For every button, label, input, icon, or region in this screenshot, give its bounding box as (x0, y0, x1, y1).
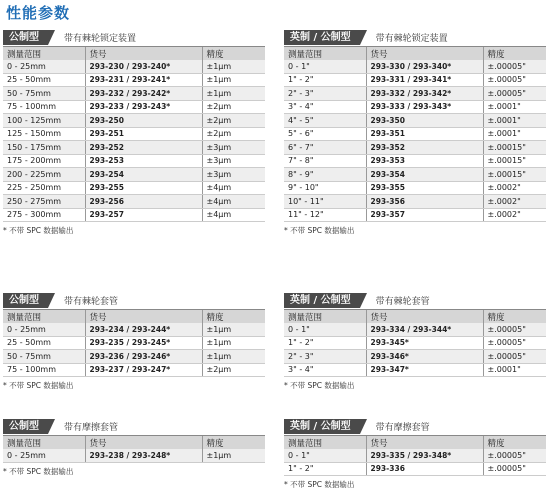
spec-table (3, 309, 265, 377)
table-row (3, 323, 265, 336)
table-row (3, 208, 265, 222)
table-row (284, 154, 546, 168)
table-row (284, 363, 546, 377)
column-header-accuracy: 精度 (202, 436, 265, 450)
range-cell: 3" - 4" (284, 363, 366, 377)
column-header-range: 测量范围 (3, 436, 85, 450)
range-cell: 0 - 1" (284, 449, 366, 462)
range-cell: 75 - 100mm (3, 363, 85, 377)
section-subtitle: 带有棘轮锁定装置 (64, 34, 137, 44)
part-number-cell: 293-352 (366, 141, 483, 155)
part-number-cell: 293-330 / 293-340* (366, 60, 483, 73)
page-title: 性能参数 (6, 4, 71, 22)
table-header-row (3, 47, 265, 61)
section-subtitle: 带有摩擦套管 (64, 423, 119, 433)
section-header (3, 293, 265, 308)
range-cell: 50 - 75mm (3, 87, 85, 101)
range-cell: 5" - 6" (284, 127, 366, 141)
accuracy-cell: ±.00005" (483, 336, 546, 350)
accuracy-cell: ±1μm (202, 449, 265, 462)
part-number-cell: 293-238 / 293-248* (85, 449, 202, 462)
range-cell: 0 - 25mm (3, 449, 85, 462)
accuracy-cell: ±1μm (202, 323, 265, 336)
column-header-part-number: 货号 (85, 47, 202, 61)
range-cell: 25 - 50mm (3, 73, 85, 87)
part-number-cell: 293-251 (85, 127, 202, 141)
part-number-cell: 293-250 (85, 114, 202, 128)
accuracy-cell: ±4μm (202, 181, 265, 195)
range-cell: 3" - 4" (284, 100, 366, 114)
column-header-accuracy: 精度 (483, 47, 546, 61)
range-cell: 75 - 100mm (3, 100, 85, 114)
spec-table (3, 435, 265, 463)
accuracy-cell: ±.00005" (483, 462, 546, 476)
table-row (284, 195, 546, 209)
section-header (3, 30, 265, 45)
footnote: * 不带 SPC 数据输出 (284, 226, 355, 235)
range-cell: 2" - 3" (284, 350, 366, 364)
accuracy-cell: ±.0001" (483, 114, 546, 128)
accuracy-cell: ±.00005" (483, 323, 546, 336)
spec-table (284, 46, 546, 222)
accuracy-cell: ±.00015" (483, 154, 546, 168)
accuracy-cell: ±1μm (202, 60, 265, 73)
range-cell: 150 - 175mm (3, 141, 85, 155)
accuracy-cell: ±1μm (202, 336, 265, 350)
column-header-part-number: 货号 (85, 310, 202, 324)
section-tag: 英制 / 公制型 (284, 293, 360, 308)
table-row (3, 168, 265, 182)
section-header (284, 419, 546, 434)
part-number-cell: 293-234 / 293-244* (85, 323, 202, 336)
part-number-cell: 293-334 / 293-344* (366, 323, 483, 336)
part-number-cell: 293-235 / 293-245* (85, 336, 202, 350)
section-tag: 英制 / 公制型 (284, 30, 360, 45)
section-header (284, 293, 546, 308)
section-subtitle: 带有棘轮锁定装置 (375, 34, 448, 44)
accuracy-cell: ±2μm (202, 100, 265, 114)
column-header-range: 测量范围 (3, 310, 85, 324)
column-header-part-number: 货号 (366, 436, 483, 450)
table-row (284, 323, 546, 336)
range-cell: 200 - 225mm (3, 168, 85, 182)
accuracy-cell: ±.0002" (483, 181, 546, 195)
range-cell: 0 - 1" (284, 60, 366, 73)
range-cell: 175 - 200mm (3, 154, 85, 168)
part-number-cell: 293-331 / 293-341* (366, 73, 483, 87)
table-row (284, 181, 546, 195)
table-row (3, 60, 265, 73)
table-row (3, 195, 265, 209)
accuracy-cell: ±3μm (202, 154, 265, 168)
range-cell: 7" - 8" (284, 154, 366, 168)
range-cell: 125 - 150mm (3, 127, 85, 141)
table-row (284, 127, 546, 141)
table-row (284, 87, 546, 101)
accuracy-cell: ±1μm (202, 87, 265, 101)
column-header-range: 测量范围 (284, 310, 366, 324)
section-subtitle: 带有摩擦套管 (375, 423, 430, 433)
column-header-range: 测量范围 (284, 47, 366, 61)
accuracy-cell: ±2μm (202, 127, 265, 141)
inch-ratchet-thimble-section (284, 293, 546, 391)
part-number-cell: 293-350 (366, 114, 483, 128)
accuracy-cell: ±.00015" (483, 141, 546, 155)
range-cell: 0 - 25mm (3, 60, 85, 73)
column-header-accuracy: 精度 (483, 436, 546, 450)
table-row (284, 100, 546, 114)
part-number-cell: 293-332 / 293-342* (366, 87, 483, 101)
column-header-range: 测量范围 (284, 436, 366, 450)
footnote: * 不带 SPC 数据输出 (284, 381, 355, 390)
section-tag: 公制型 (3, 30, 48, 45)
table-row (284, 73, 546, 87)
range-cell: 1" - 2" (284, 73, 366, 87)
inch-ratchet-lock-section (284, 30, 546, 236)
accuracy-cell: ±.00015" (483, 168, 546, 182)
part-number-cell: 293-355 (366, 181, 483, 195)
accuracy-cell: ±.0001" (483, 363, 546, 377)
part-number-cell: 293-346* (366, 350, 483, 364)
accuracy-cell: ±.0002" (483, 195, 546, 209)
table-row (284, 208, 546, 222)
section-tag: 公制型 (3, 419, 48, 434)
accuracy-cell: ±2μm (202, 363, 265, 377)
table-row (284, 60, 546, 73)
section-header (284, 30, 546, 45)
metric-friction-thimble-section (3, 419, 265, 477)
part-number-cell: 293-233 / 293-243* (85, 100, 202, 114)
table-row (3, 87, 265, 101)
part-number-cell: 293-237 / 293-247* (85, 363, 202, 377)
range-cell: 1" - 2" (284, 462, 366, 476)
accuracy-cell: ±.0002" (483, 208, 546, 222)
part-number-cell: 293-230 / 293-240* (85, 60, 202, 73)
part-number-cell: 293-356 (366, 195, 483, 209)
section-subtitle: 带有棘轮套管 (375, 297, 430, 307)
range-cell: 9" - 10" (284, 181, 366, 195)
footnote: * 不带 SPC 数据输出 (3, 226, 74, 235)
accuracy-cell: ±.00005" (483, 87, 546, 101)
accuracy-cell: ±.00005" (483, 449, 546, 462)
part-number-cell: 293-336 (366, 462, 483, 476)
part-number-cell: 293-257 (85, 208, 202, 222)
table-row (3, 154, 265, 168)
table-header-row (284, 47, 546, 61)
footnote: * 不带 SPC 数据输出 (3, 466, 74, 476)
accuracy-cell: ±4μm (202, 195, 265, 209)
section-subtitle: 带有棘轮套管 (64, 297, 119, 307)
accuracy-cell: ±3μm (202, 141, 265, 155)
table-header-row (284, 310, 546, 324)
section-tag: 公制型 (3, 293, 48, 308)
table-row (284, 336, 546, 350)
column-header-part-number: 货号 (366, 310, 483, 324)
accuracy-cell: ±.0001" (483, 127, 546, 141)
table-row (3, 363, 265, 377)
table-row (284, 141, 546, 155)
range-cell: 6" - 7" (284, 141, 366, 155)
part-number-cell: 293-347* (366, 363, 483, 377)
accuracy-cell: ±.00005" (483, 350, 546, 364)
part-number-cell: 293-253 (85, 154, 202, 168)
part-number-cell: 293-252 (85, 141, 202, 155)
part-number-cell: 293-351 (366, 127, 483, 141)
range-cell: 1" - 2" (284, 336, 366, 350)
range-cell: 10" - 11" (284, 195, 366, 209)
column-header-accuracy: 精度 (202, 47, 265, 61)
accuracy-cell: ±.0001" (483, 100, 546, 114)
table-row (3, 449, 265, 462)
part-number-cell: 293-354 (366, 168, 483, 182)
part-number-cell: 293-231 / 293-241* (85, 73, 202, 87)
part-number-cell: 293-345* (366, 336, 483, 350)
range-cell: 100 - 125mm (3, 114, 85, 128)
accuracy-cell: ±.00005" (483, 73, 546, 87)
part-number-cell: 293-353 (366, 154, 483, 168)
table-row (284, 350, 546, 364)
table-header-row (3, 436, 265, 450)
table-row (3, 127, 265, 141)
section-header (3, 419, 265, 434)
table-header-row (284, 436, 546, 450)
part-number-cell: 293-232 / 293-242* (85, 87, 202, 101)
inch-friction-thimble-section (284, 419, 546, 490)
accuracy-cell: ±3μm (202, 168, 265, 182)
range-cell: 275 - 300mm (3, 208, 85, 222)
metric-ratchet-thimble-section (3, 293, 265, 391)
table-row (3, 100, 265, 114)
part-number-cell: 293-357 (366, 208, 483, 222)
accuracy-cell: ±2μm (202, 114, 265, 128)
range-cell: 50 - 75mm (3, 350, 85, 364)
range-cell: 250 - 275mm (3, 195, 85, 209)
range-cell: 0 - 25mm (3, 323, 85, 336)
column-header-range: 测量范围 (3, 47, 85, 61)
column-header-accuracy: 精度 (483, 310, 546, 324)
table-header-row (3, 310, 265, 324)
range-cell: 4" - 5" (284, 114, 366, 128)
metric-ratchet-lock-section (3, 30, 265, 236)
spec-table (3, 46, 265, 222)
table-row (3, 73, 265, 87)
column-header-part-number: 货号 (366, 47, 483, 61)
spec-table (284, 435, 546, 476)
part-number-cell: 293-335 / 293-348* (366, 449, 483, 462)
accuracy-cell: ±1μm (202, 73, 265, 87)
table-row (3, 350, 265, 364)
range-cell: 25 - 50mm (3, 336, 85, 350)
part-number-cell: 293-255 (85, 181, 202, 195)
footnote: * 不带 SPC 数据输出 (284, 480, 355, 489)
range-cell: 225 - 250mm (3, 181, 85, 195)
spec-table (284, 309, 546, 377)
column-header-part-number: 货号 (85, 436, 202, 450)
table-row (3, 181, 265, 195)
table-row (3, 114, 265, 128)
table-row (284, 168, 546, 182)
table-row (284, 114, 546, 128)
accuracy-cell: ±1μm (202, 350, 265, 364)
accuracy-cell: ±.00005" (483, 60, 546, 73)
range-cell: 8" - 9" (284, 168, 366, 182)
table-row (284, 462, 546, 476)
range-cell: 0 - 1" (284, 323, 366, 336)
part-number-cell: 293-254 (85, 168, 202, 182)
table-row (284, 449, 546, 462)
footnote: * 不带 SPC 数据输出 (3, 381, 74, 390)
range-cell: 2" - 3" (284, 87, 366, 101)
table-row (3, 336, 265, 350)
section-tag: 英制 / 公制型 (284, 419, 360, 434)
range-cell: 11" - 12" (284, 208, 366, 222)
part-number-cell: 293-333 / 293-343* (366, 100, 483, 114)
table-row (3, 141, 265, 155)
accuracy-cell: ±4μm (202, 208, 265, 222)
part-number-cell: 293-256 (85, 195, 202, 209)
column-header-accuracy: 精度 (202, 310, 265, 324)
part-number-cell: 293-236 / 293-246* (85, 350, 202, 364)
